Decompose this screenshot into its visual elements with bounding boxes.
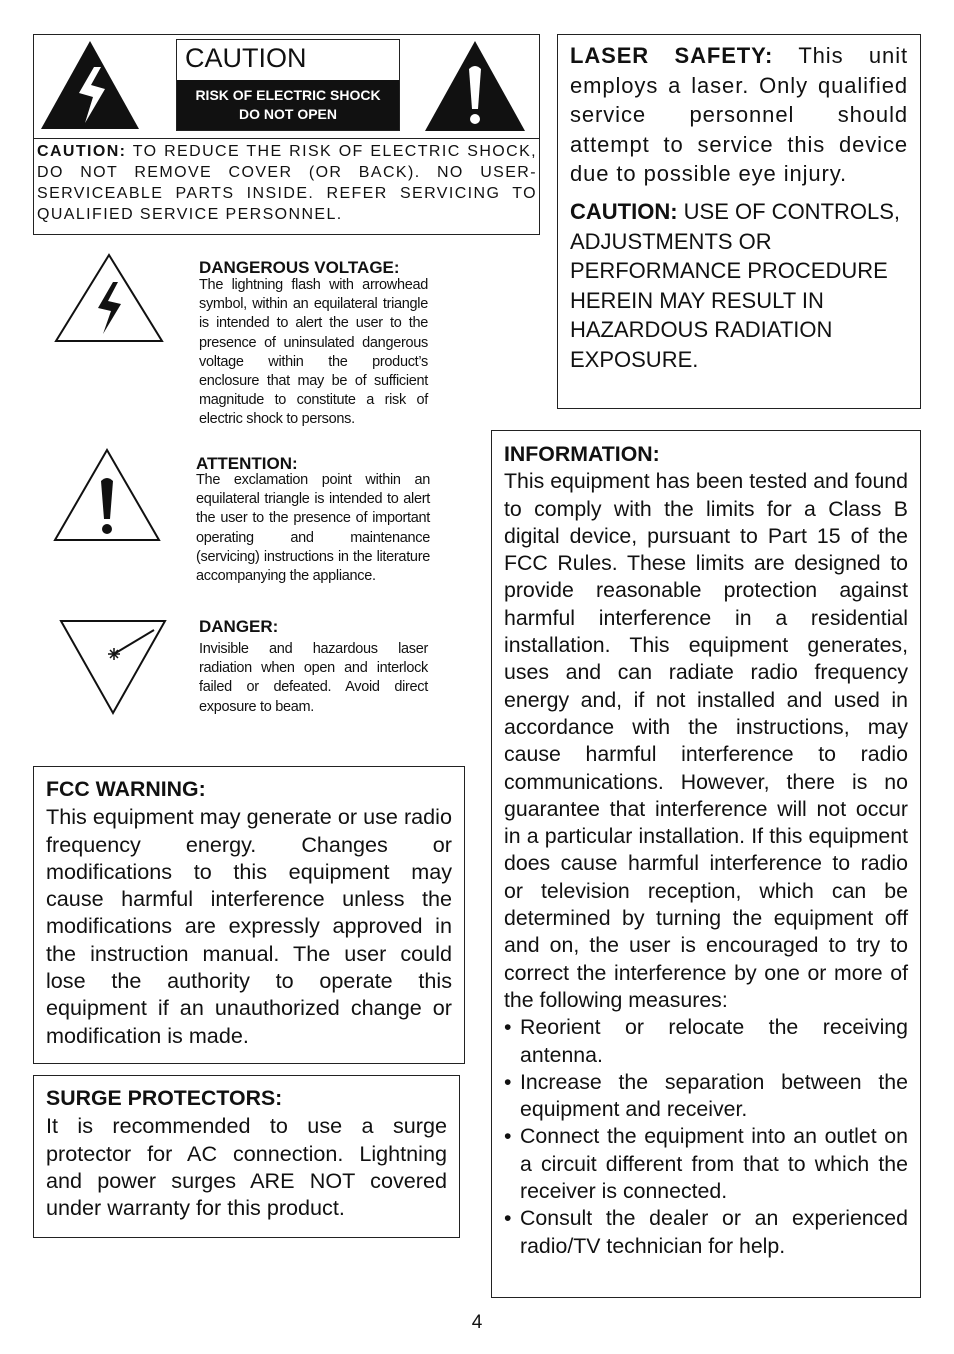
- laser-triangle-icon: [58, 618, 168, 716]
- list-item: • Reorient or relocate the receiving antenna.: [504, 1015, 908, 1067]
- fcc-warning-panel: [33, 766, 465, 1064]
- caution-banner: [177, 80, 399, 130]
- laser-safety-label: LASER SAFETY:: [570, 43, 774, 68]
- caution-banner-line1: RISK OF ELECTRIC SHOCK: [195, 87, 381, 103]
- fcc-warning-text: This equipment may generate or use radio frequency energy. Changes or modifications to this equipment may cause harmful interference unless the modifications are expressly approved in the instruction manual. The user could lose the authority to operate this equipment if an unauthorized change or modification is made.: [46, 804, 452, 1048]
- dangerous-voltage-text: The lightning flash with arrowhead symbol, within an equilateral triangle is intended to alert the user to the presence of uninsulated dangerous voltage within the product’s enclosure that may be of sufficient magnitude to constitute a risk of electric shock to persons.: [199, 277, 428, 428]
- bullet: •: [504, 1015, 512, 1040]
- laser-caution-label: CAUTION:: [570, 198, 678, 224]
- caution-text-body: TO REDUCE THE RISK OF ELECTRIC SHOCK, DO NOT REMOVE COVER (OR BACK). NO USER-SERVICEABLE PARTS INSIDE. REFER SERVICING TO QUALIFIED SERVICE PERSONNEL.: [37, 143, 537, 223]
- danger-text: Invisible and hazardous laser radiation when open and interlock failed or defeated. Avoid direct exposure to beam.: [199, 641, 428, 715]
- information-heading: INFORMATION:: [504, 442, 660, 466]
- divider: [34, 138, 539, 139]
- attention-title: ATTENTION:: [196, 454, 298, 473]
- list-item: • Consult the dealer or an experienced radio/TV technician for help.: [504, 1206, 908, 1258]
- lightning-triangle-icon: [39, 39, 141, 131]
- attention-text: The exclamation point within an equilateral triangle is intended to alert the user to the presence of important operating and maintenance (servicing) instructions in the literature accompanying the appliance.: [196, 472, 430, 585]
- laser-caution-text: USE OF CONTROLS, ADJUSTMENTS OR PERFORMANCE PROCEDURE HEREIN MAY RESULT IN HAZARDOUS RADIATION EXPOSURE.: [570, 198, 901, 372]
- lightning-triangle-icon: [53, 252, 165, 344]
- information-panel: [491, 430, 921, 1298]
- dangerous-voltage-title: DANGEROUS VOLTAGE:: [199, 258, 400, 277]
- surge-protectors-panel: [33, 1075, 460, 1238]
- list-item: • Connect the equipment into an outlet on a circuit different from that to which the receiver is connected.: [504, 1124, 908, 1204]
- exclamation-triangle-icon: [52, 447, 162, 543]
- surge-protectors-heading: SURGE PROTECTORS:: [46, 1086, 283, 1110]
- list-item: • Increase the separation between the equipment and receiver.: [504, 1069, 908, 1122]
- laser-safety-panel: [557, 34, 921, 409]
- bullet: •: [504, 1206, 512, 1231]
- bullet: •: [504, 1069, 512, 1094]
- caution-text: [37, 141, 537, 225]
- caution-label: [176, 39, 400, 131]
- caution-text-label: CAUTION:: [37, 143, 127, 160]
- bullet: •: [504, 1124, 512, 1149]
- surge-protectors-text: It is recommended to use a surge protector for AC connection. Lightning and power surges ARE NOT covered under warranty for this product.: [46, 1113, 447, 1221]
- information-text: This equipment has been tested and found to comply with the limits for a Class B digital device, pursuant to Part 15 of the FCC Rules. These limits are designed to provide reasonable protection against harmful interference in a residential installation. This equipment generates, uses and can radiate radio frequency energy and, if not installed and used in accordance with the instructions, may cause harmful interference to radio communications. However, there is no guarantee that interference will not occur in a particular installation. If this equipment does cause harmful interference to radio or television reception, which can be determined by turning the equipment off and on, the user is encouraged to try to correct the interference by one or more of the following measures:: [504, 469, 908, 1012]
- page-number: 4: [471, 1312, 483, 1333]
- caution-title: CAUTION: [185, 43, 307, 73]
- exclamation-triangle-icon: [423, 39, 527, 133]
- caution-banner-line2: DO NOT OPEN: [238, 106, 337, 122]
- fcc-warning-heading: FCC WARNING:: [46, 777, 206, 801]
- caution-panel: [33, 34, 540, 235]
- danger-title: DANGER:: [199, 617, 279, 636]
- measures-list: [504, 1014, 908, 1260]
- laser-safety-text: This unit employs a laser. Only qualified service personnel should attempt to service this device due to possible eye injury.: [570, 43, 908, 187]
